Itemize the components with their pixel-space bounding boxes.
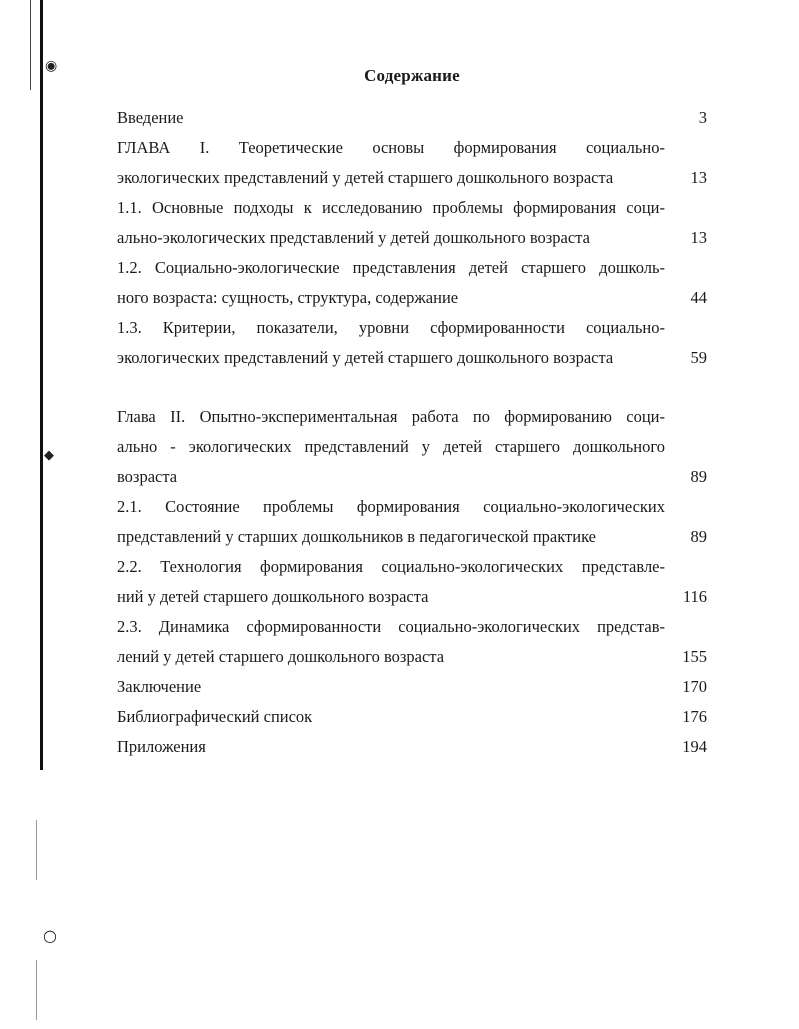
toc-entry-title	[117, 552, 665, 612]
toc-entry-line: 1.3. Критерии, показатели, уровни сформированности социально-	[117, 318, 665, 337]
toc-page-number: 89	[690, 527, 707, 546]
toc-entry-title	[117, 672, 665, 702]
toc-page-number: 89	[690, 467, 707, 486]
toc-entry	[117, 193, 707, 253]
toc-entry-title	[117, 732, 665, 762]
toc-entry-line: 2.3. Динамика сформированности социально-экологических представ-	[117, 617, 665, 636]
toc-page-number: 194	[682, 737, 707, 756]
toc-entry-line: Заключение	[117, 677, 202, 696]
punch-hole-mark: ◉	[45, 58, 58, 74]
toc-entry	[117, 402, 707, 492]
toc-entry-title	[117, 492, 665, 552]
toc-entry-line: ально-экологических представлений у детей дошкольного возраста	[117, 228, 590, 247]
punch-hole-mark: ◆	[44, 448, 54, 463]
toc-entry-line: 1.1. Основные подходы к исследованию проблемы формирования соци-	[117, 198, 665, 217]
toc-page-number: 13	[690, 228, 707, 247]
toc-entry-title	[117, 702, 665, 732]
toc-entry-line: Библиографический список	[117, 707, 313, 726]
toc-entry-line: возраста	[117, 467, 178, 486]
toc-entry-line: 1.2. Социально-экологические представления детей старшего дошколь-	[117, 258, 665, 277]
toc-entry-line: ально - экологических представлений у детей старшего дошкольного	[117, 437, 665, 456]
toc-entry-title	[117, 133, 665, 193]
toc-entry-title	[117, 313, 665, 373]
toc-entry-title	[117, 612, 665, 672]
toc-entry-line: лений у детей старшего дошкольного возраста	[117, 647, 445, 666]
toc-entry	[117, 253, 707, 313]
toc-entry-line: Глава II. Опытно-экспериментальная работа по формированию соци-	[117, 407, 665, 426]
toc-entry-line: 2.2. Технология формирования социально-экологических представле-	[117, 557, 665, 576]
toc-entry	[117, 133, 707, 193]
scan-edge-line-thin	[36, 820, 37, 880]
toc-entry	[117, 552, 707, 612]
toc-entry-line: Приложения	[117, 737, 206, 756]
chapter-gap	[117, 373, 707, 402]
toc-page-number: 176	[682, 707, 707, 726]
scan-edge-line-thin	[36, 960, 37, 1020]
toc-entry-line: представлений у старших дошкольников в педагогической практике	[117, 527, 596, 546]
toc-entry	[117, 103, 707, 133]
toc-entry-title	[117, 402, 665, 492]
toc-entry-title	[117, 193, 665, 253]
toc-entry-title	[117, 103, 665, 133]
page-title: Содержание	[364, 66, 460, 85]
toc-page-number: 3	[698, 108, 707, 127]
toc-page-number: 155	[682, 647, 707, 666]
toc-entry	[117, 702, 707, 732]
toc-entry	[117, 313, 707, 373]
toc-page-number: 170	[682, 677, 707, 696]
toc-entry-line: ного возраста: сущность, структура, содержание	[117, 288, 459, 307]
toc-entry-title	[117, 253, 665, 313]
toc-entry-line: экологических представлений у детей старшего дошкольного возраста	[117, 168, 614, 187]
toc-entry-line: Введение	[117, 108, 184, 127]
toc-entry-line: 2.1. Состояние проблемы формирования социально-экологических	[117, 497, 665, 516]
toc-page-number: 13	[690, 168, 707, 187]
table-of-contents	[117, 103, 707, 762]
punch-hole-mark: ○	[43, 926, 57, 945]
toc-entry	[117, 732, 707, 762]
toc-page-number: 44	[690, 288, 707, 307]
toc-entry	[117, 672, 707, 702]
toc-page-number: 59	[690, 348, 707, 367]
toc-entry	[117, 612, 707, 672]
toc-page-number: 116	[682, 587, 707, 606]
toc-entry-line: ний у детей старшего дошкольного возраста	[117, 587, 429, 606]
scan-edge-line	[40, 0, 43, 770]
toc-entry	[117, 492, 707, 552]
toc-entry-line: ГЛАВА I. Теоретические основы формирования социально-	[117, 138, 665, 157]
toc-entry-line: экологических представлений у детей старшего дошкольного возраста	[117, 348, 614, 367]
